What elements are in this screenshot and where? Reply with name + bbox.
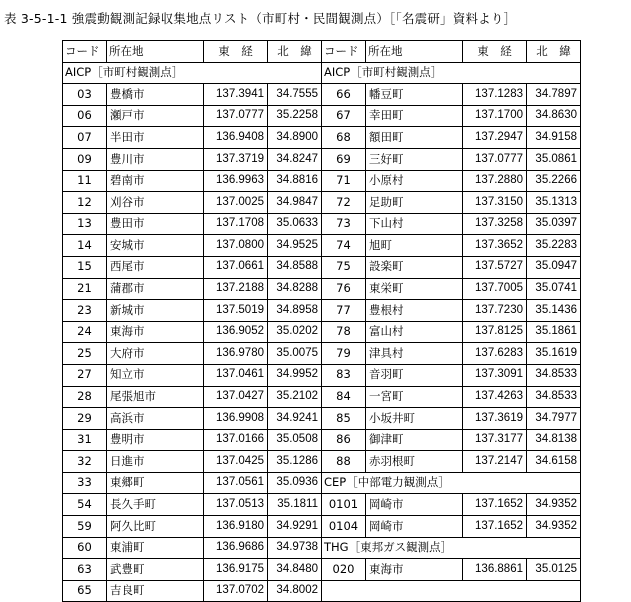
station-code: 31 <box>63 429 107 451</box>
station-location: 岡崎市 <box>366 516 463 538</box>
station-code: 63 <box>63 559 107 581</box>
header-north: 北 緯 <box>527 41 581 63</box>
station-code: 59 <box>63 516 107 538</box>
table-row <box>63 472 581 494</box>
station-latitude: 34.8002 <box>268 580 322 602</box>
station-latitude: 35.1286 <box>268 451 322 473</box>
station-latitude: 35.0125 <box>527 559 581 581</box>
station-longitude: 137.3941 <box>204 84 268 106</box>
table-row <box>63 127 581 149</box>
station-latitude: 35.2102 <box>268 386 322 408</box>
station-code: 71 <box>322 170 366 192</box>
station-code: 88 <box>322 451 366 473</box>
station-location: 東海市 <box>107 321 204 343</box>
empty-cell <box>322 580 581 602</box>
station-location: 音羽町 <box>366 364 463 386</box>
station-longitude: 137.0025 <box>204 192 268 214</box>
station-latitude: 35.2266 <box>527 170 581 192</box>
station-list-table <box>62 40 581 602</box>
station-latitude: 34.9241 <box>268 408 322 430</box>
station-location: 東郷町 <box>107 472 204 494</box>
station-code: 14 <box>63 235 107 257</box>
station-location: 小坂井町 <box>366 408 463 430</box>
table-row <box>63 408 581 430</box>
station-location: 安城市 <box>107 235 204 257</box>
station-longitude: 137.2947 <box>463 127 527 149</box>
station-code: 54 <box>63 494 107 516</box>
station-location: 尾張旭市 <box>107 386 204 408</box>
station-location: 知立市 <box>107 364 204 386</box>
station-longitude: 137.2188 <box>204 278 268 300</box>
station-latitude: 35.0741 <box>527 278 581 300</box>
station-longitude: 137.5019 <box>204 300 268 322</box>
station-code: 28 <box>63 386 107 408</box>
station-location: 豊田市 <box>107 213 204 235</box>
station-location: 武豊町 <box>107 559 204 581</box>
station-latitude: 34.9738 <box>268 537 322 559</box>
station-latitude: 34.7977 <box>527 408 581 430</box>
table-row <box>63 192 581 214</box>
station-latitude: 34.7897 <box>527 84 581 106</box>
station-longitude: 137.0166 <box>204 429 268 451</box>
station-longitude: 137.3258 <box>463 213 527 235</box>
table-row <box>63 170 581 192</box>
station-longitude: 137.0702 <box>204 580 268 602</box>
station-code: 33 <box>63 472 107 494</box>
station-longitude: 137.1652 <box>463 516 527 538</box>
table-row <box>63 537 581 559</box>
station-code: 0101 <box>322 494 366 516</box>
station-latitude: 34.9352 <box>527 494 581 516</box>
station-code: 65 <box>63 580 107 602</box>
station-location: 豊橋市 <box>107 84 204 106</box>
station-longitude: 136.9908 <box>204 408 268 430</box>
table-row <box>63 451 581 473</box>
station-location: 瀬戸市 <box>107 105 204 127</box>
station-longitude: 137.0661 <box>204 256 268 278</box>
group-header: CEP［中部電力観測点］ <box>322 472 581 494</box>
station-latitude: 34.9525 <box>268 235 322 257</box>
station-code: 21 <box>63 278 107 300</box>
station-longitude: 137.7230 <box>463 300 527 322</box>
station-code: 78 <box>322 321 366 343</box>
station-longitude: 137.5727 <box>463 256 527 278</box>
station-code: 13 <box>63 213 107 235</box>
station-latitude: 35.2258 <box>268 105 322 127</box>
station-location: 三好町 <box>366 148 463 170</box>
station-longitude: 137.0561 <box>204 472 268 494</box>
station-latitude: 35.0075 <box>268 343 322 365</box>
station-code: 73 <box>322 213 366 235</box>
table-row <box>63 494 581 516</box>
station-code: 23 <box>63 300 107 322</box>
station-longitude: 137.3719 <box>204 148 268 170</box>
header-name: 所在地 <box>107 41 204 63</box>
header-code: コード <box>63 41 107 63</box>
station-code: 12 <box>63 192 107 214</box>
station-location: 東栄町 <box>366 278 463 300</box>
station-longitude: 137.3177 <box>463 429 527 451</box>
station-location: 大府市 <box>107 343 204 365</box>
station-latitude: 34.8900 <box>268 127 322 149</box>
station-longitude: 137.2880 <box>463 170 527 192</box>
station-latitude: 34.8958 <box>268 300 322 322</box>
station-latitude: 35.2283 <box>527 235 581 257</box>
station-location: 東海市 <box>366 559 463 581</box>
station-location: 足助町 <box>366 192 463 214</box>
station-latitude: 35.0508 <box>268 429 322 451</box>
station-code: 86 <box>322 429 366 451</box>
header-name: 所在地 <box>366 41 463 63</box>
station-latitude: 35.1619 <box>527 343 581 365</box>
station-latitude: 34.8288 <box>268 278 322 300</box>
station-code: 06 <box>63 105 107 127</box>
table-row <box>63 148 581 170</box>
station-latitude: 34.8816 <box>268 170 322 192</box>
station-longitude: 137.1708 <box>204 213 268 235</box>
station-latitude: 34.8138 <box>527 429 581 451</box>
table-row <box>63 235 581 257</box>
station-code: 09 <box>63 148 107 170</box>
station-longitude: 137.0777 <box>463 148 527 170</box>
station-longitude: 137.1283 <box>463 84 527 106</box>
group-header: AICP［市町村観測点］ <box>63 62 322 84</box>
station-longitude: 137.3619 <box>463 408 527 430</box>
table-row <box>63 580 581 602</box>
station-longitude: 136.8861 <box>463 559 527 581</box>
station-latitude: 35.0936 <box>268 472 322 494</box>
station-latitude: 34.6158 <box>527 451 581 473</box>
table-row <box>63 300 581 322</box>
station-latitude: 34.7555 <box>268 84 322 106</box>
station-code: 32 <box>63 451 107 473</box>
station-longitude: 136.9780 <box>204 343 268 365</box>
station-latitude: 35.0202 <box>268 321 322 343</box>
station-code: 27 <box>63 364 107 386</box>
station-code: 15 <box>63 256 107 278</box>
station-location: 日進市 <box>107 451 204 473</box>
station-location: 東浦町 <box>107 537 204 559</box>
station-longitude: 137.0427 <box>204 386 268 408</box>
station-location: 岡崎市 <box>366 494 463 516</box>
station-code: 03 <box>63 84 107 106</box>
station-code: 76 <box>322 278 366 300</box>
table-row <box>63 429 581 451</box>
station-location: 下山村 <box>366 213 463 235</box>
station-location: 長久手町 <box>107 494 204 516</box>
station-location: 高浜市 <box>107 408 204 430</box>
station-location: 豊川市 <box>107 148 204 170</box>
station-latitude: 34.8533 <box>527 364 581 386</box>
station-latitude: 34.8630 <box>527 105 581 127</box>
table-row <box>63 559 581 581</box>
station-longitude: 136.9686 <box>204 537 268 559</box>
station-location: 刈谷市 <box>107 192 204 214</box>
table-row <box>63 343 581 365</box>
station-longitude: 137.3091 <box>463 364 527 386</box>
station-code: 020 <box>322 559 366 581</box>
station-location: 幡豆町 <box>366 84 463 106</box>
station-code: 24 <box>63 321 107 343</box>
station-longitude: 136.9180 <box>204 516 268 538</box>
station-longitude: 137.4263 <box>463 386 527 408</box>
header-east: 東 経 <box>463 41 527 63</box>
station-longitude: 136.9175 <box>204 559 268 581</box>
station-latitude: 34.9158 <box>527 127 581 149</box>
station-code: 77 <box>322 300 366 322</box>
station-location: 旭町 <box>366 235 463 257</box>
station-code: 85 <box>322 408 366 430</box>
table-caption: 表 3-5-1-1 強震動観測記録収集地点リスト（市町村・民間観測点）［「名震研」資料より］ <box>4 11 517 26</box>
station-longitude: 137.3652 <box>463 235 527 257</box>
table-row <box>63 62 581 84</box>
header-north: 北 緯 <box>268 41 322 63</box>
station-latitude: 35.1436 <box>527 300 581 322</box>
station-longitude: 137.6283 <box>463 343 527 365</box>
station-location: 豊根村 <box>366 300 463 322</box>
table-row <box>63 213 581 235</box>
station-code: 07 <box>63 127 107 149</box>
station-longitude: 137.0800 <box>204 235 268 257</box>
station-code: 66 <box>322 84 366 106</box>
station-longitude: 137.0425 <box>204 451 268 473</box>
station-location: 設楽町 <box>366 256 463 278</box>
station-latitude: 34.9847 <box>268 192 322 214</box>
station-code: 84 <box>322 386 366 408</box>
station-latitude: 35.0633 <box>268 213 322 235</box>
table-row <box>63 321 581 343</box>
station-code: 72 <box>322 192 366 214</box>
station-location: 吉良町 <box>107 580 204 602</box>
station-longitude: 137.2147 <box>463 451 527 473</box>
station-code: 74 <box>322 235 366 257</box>
station-location: 額田町 <box>366 127 463 149</box>
station-code: 68 <box>322 127 366 149</box>
station-location: 蒲郡市 <box>107 278 204 300</box>
station-latitude: 35.1811 <box>268 494 322 516</box>
station-latitude: 34.8480 <box>268 559 322 581</box>
station-code: 69 <box>322 148 366 170</box>
station-code: 11 <box>63 170 107 192</box>
station-longitude: 137.1700 <box>463 105 527 127</box>
station-location: 御津町 <box>366 429 463 451</box>
station-code: 83 <box>322 364 366 386</box>
station-code: 0104 <box>322 516 366 538</box>
table-row <box>63 84 581 106</box>
station-longitude: 137.0777 <box>204 105 268 127</box>
station-latitude: 34.8247 <box>268 148 322 170</box>
station-longitude: 137.7005 <box>463 278 527 300</box>
group-header: THG［東邦ガス観測点］ <box>322 537 581 559</box>
station-latitude: 34.8533 <box>527 386 581 408</box>
station-code: 67 <box>322 105 366 127</box>
station-location: 阿久比町 <box>107 516 204 538</box>
header-east: 東 経 <box>204 41 268 63</box>
station-location: 赤羽根町 <box>366 451 463 473</box>
station-location: 富山村 <box>366 321 463 343</box>
station-code: 75 <box>322 256 366 278</box>
station-location: 幸田町 <box>366 105 463 127</box>
station-code: 79 <box>322 343 366 365</box>
station-latitude: 34.8588 <box>268 256 322 278</box>
station-location: 豊明市 <box>107 429 204 451</box>
station-location: 西尾市 <box>107 256 204 278</box>
station-code: 29 <box>63 408 107 430</box>
station-longitude: 136.9052 <box>204 321 268 343</box>
station-location: 半田市 <box>107 127 204 149</box>
station-latitude: 35.1313 <box>527 192 581 214</box>
station-longitude: 137.8125 <box>463 321 527 343</box>
table-row <box>63 105 581 127</box>
table-row <box>63 256 581 278</box>
station-latitude: 35.0947 <box>527 256 581 278</box>
header-row <box>63 41 581 63</box>
station-latitude: 34.9352 <box>527 516 581 538</box>
station-longitude: 137.0513 <box>204 494 268 516</box>
station-longitude: 136.9963 <box>204 170 268 192</box>
station-latitude: 34.9952 <box>268 364 322 386</box>
table-row <box>63 278 581 300</box>
station-longitude: 136.9408 <box>204 127 268 149</box>
station-location: 津具村 <box>366 343 463 365</box>
group-header: AICP［市町村観測点］ <box>322 62 581 84</box>
station-longitude: 137.3150 <box>463 192 527 214</box>
station-location: 一宮町 <box>366 386 463 408</box>
station-longitude: 137.0461 <box>204 364 268 386</box>
station-location: 碧南市 <box>107 170 204 192</box>
station-latitude: 34.9291 <box>268 516 322 538</box>
station-location: 新城市 <box>107 300 204 322</box>
station-longitude: 137.1652 <box>463 494 527 516</box>
station-code: 60 <box>63 537 107 559</box>
station-code: 25 <box>63 343 107 365</box>
table-row <box>63 386 581 408</box>
station-latitude: 35.1861 <box>527 321 581 343</box>
table-row <box>63 516 581 538</box>
table-row <box>63 364 581 386</box>
station-location: 小原村 <box>366 170 463 192</box>
station-latitude: 35.0861 <box>527 148 581 170</box>
header-code: コード <box>322 41 366 63</box>
station-latitude: 35.0397 <box>527 213 581 235</box>
